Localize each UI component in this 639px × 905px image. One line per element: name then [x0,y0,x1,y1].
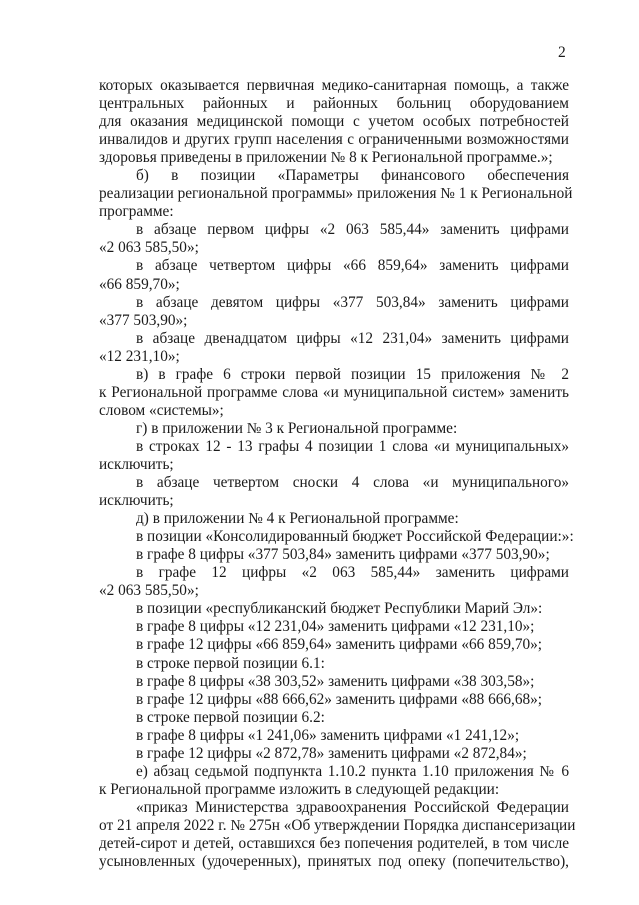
text-line: усыновленных (удочеренных), принятых под опеку (попечительство), [99,853,569,871]
text-line: исключить; [99,455,174,473]
text-line: программе: [99,203,174,221]
text-line: «приказ Министерства здравоохранения Российской Федерации [136,798,569,816]
text-line: в графе 8 цифры «1 241,06» заменить цифрами «1 241,12»; [136,726,520,744]
text-line: для оказания медицинской помощи с учетом особых потребностей [99,113,569,131]
text-line: в графе 12 цифры «2 872,78» заменить цифрами «2 872,84»; [136,744,527,762]
text-line: в графе 12 цифры «66 859,64» заменить цифрами «66 859,70»; [136,636,543,654]
text-line: б) в позиции «Параметры финансового обеспечения [136,167,569,185]
text-line: г) в приложении № 3 к Региональной программе: [136,419,458,437]
text-line: детей-сирот и детей, оставшихся без попечения родителей, в том числе [99,834,569,852]
text-line: в графе 8 цифры «12 231,04» заменить цифрами «12 231,10»; [136,618,535,636]
text-line: инвалидов и других групп населения с ограниченными возможностями [99,131,569,149]
text-line: в графе 12 цифры «88 666,62» заменить цифрами «88 666,68»; [136,690,543,708]
text-line: в графе 8 цифры «38 303,52» заменить цифрами «38 303,58»; [136,672,535,690]
text-line: «2 063 585,50»; [99,239,199,257]
text-line: «12 231,10»; [99,347,180,365]
text-line: е) абзац седьмой подпункта 1.10.2 пункта 1.10 приложения № 6 [136,762,569,780]
text-line: которых оказывается первичная медико-санитарная помощь, а также [99,77,569,94]
text-line: словом «системы»; [99,401,224,419]
text-line: от 21 апреля 2022 г. № 275н «Об утверждении Порядка диспансеризации [99,816,576,834]
text-line: центральных районных и районных больниц оборудованием [99,95,569,113]
text-line: здоровья приведены в приложении № 8 к Региональной программе.»; [99,149,553,167]
text-line: в абзаце первом цифры «2 063 585,44» заменить цифрами [136,221,569,239]
text-line: к Региональной программе слова «и муниципальной систем» заменить [99,383,569,401]
text-line: в строке первой позиции 6.1: [136,654,325,672]
text-line: в графе 12 цифры «2 063 585,44» заменить цифрами [136,564,569,582]
text-line: в строке первой позиции 6.2: [136,708,325,726]
text-line: реализации региональной программы» приложения № 1 к Региональной [99,185,573,203]
text-line: в абзаце девятом цифры «377 503,84» заменить цифрами [136,293,569,311]
text-line: в абзаце двенадцатом цифры «12 231,04» заменить цифрами [136,329,569,347]
text-line: в строках 12 - 13 графы 4 позиции 1 слова «и муниципальных» [136,437,569,455]
text-line: д) в приложении № 4 к Региональной программе: [136,510,459,528]
text-line: «2 063 585,50»; [99,582,199,600]
text-line: исключить; [99,492,174,510]
text-line: в позиции «Консолидированный бюджет Российской Федерации:»: [136,528,574,546]
text-line: «66 859,70»; [99,275,180,293]
text-line: в абзаце четвертом цифры «66 859,64» заменить цифрами [136,257,569,275]
text-line: в позиции «республиканский бюджет Республики Марий Эл»: [136,600,543,618]
text-line: к Региональной программе изложить в следующей редакции: [99,780,500,798]
text-line: «377 503,90»; [99,311,188,329]
page-number: 2 [558,44,566,61]
text-line: в) в графе 6 строки первой позиции 15 приложения № 2 [136,365,569,383]
document-text [99,77,576,871]
text-line: в абзаце четвертом сноски 4 слова «и муниципального» [136,474,569,492]
text-line: в графе 8 цифры «377 503,84» заменить цифрами «377 503,90»; [136,546,550,564]
